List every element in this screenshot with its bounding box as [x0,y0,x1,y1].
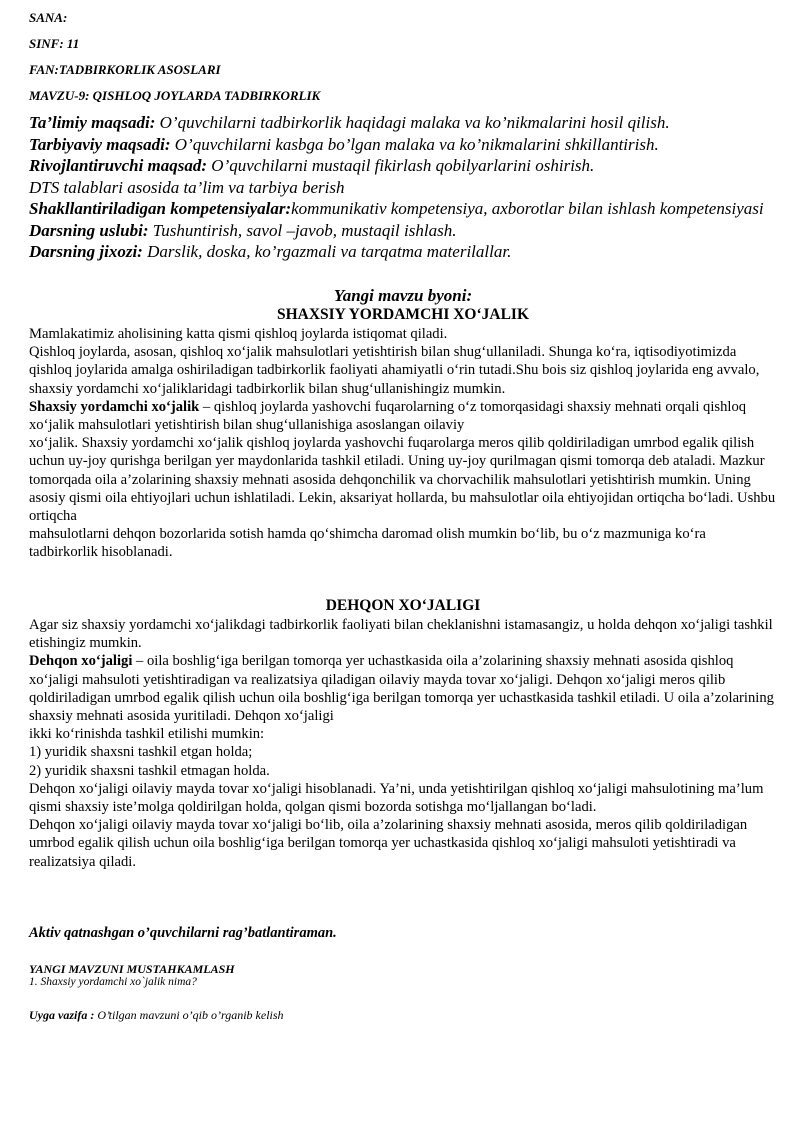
homework-label: Uyga vazifa : [29,1008,95,1022]
topic-label: MAVZU-9: QISHLOQ JOYLARDA TADBIRKORLIK [29,88,321,103]
developmental-goal: Rivojlantiruvchi maqsad: O’quvchilarni mustaqil fikirlash qobilyarlarini oshirish. [29,156,595,175]
paragraph: Shaxsiy yordamchi xo‘jalik – qishloq joylarda yashovchi fuqarolarning o‘z tomorqasidagi shaxsiy mehnati orqali qishloq xo‘jalik mahsulotlari yetishtirish bilan shug‘ullanishiga asoslangan oilaviy [29,398,747,434]
list-item: 1) yuridik shaxsni tashkil etgan holda; [29,744,253,761]
section1-body [29,325,777,562]
class-label: SINF: 11 [29,36,80,51]
new-topic-heading: Yangi mavzu byoni: [333,286,473,305]
date-label: SANA: [29,10,68,25]
paragraph: Qishloq joylarda, asosan, qishloq xo‘jalik mahsulotlari yetishtirish bilan shug‘ullaniladi. Shunga ko‘ra, iqtisodiyotimizda qishloq joylarida amalga oshiriladigan tadbirkorlik faoliyati ahamiyatli o‘rin tutadi.Shu bois siz qishloq joylarida eng avvalo, shaxsiy yordamchi xo‘jaliklaridagi tadbirkorlik bilan shug‘ullanishingiz mumkin. [29,344,760,397]
paragraph: Dehqon xo‘jaligi – oila boshlig‘iga berilgan tomorqa yer uchastkasida oila a’zolarining shaxsiy mehnati asosida qishloq xo‘jaligi mahsuloti yetishtiradigan va realizatsiya qiladigan oilaviy mayda tovar xo‘jaligi. Dehqon xo‘jaligi meros qilib qoldiriladigan umrbod egalik qilish uchun oila boshlig‘iga berilgan tomorqa yer uchastkasida tashkil etiladi. U oila a’zolarining shaxsiy mehnati asosida yuritiladi. Dehqon xo‘jaligi [29,653,774,725]
educational-goal: Ta’limiy maqsadi: O’quvchilarni tadbirkorlik haqidagi malaka va ko’nikmalarini hosil qilish. [29,113,670,132]
objectives-block [29,112,777,263]
paragraph: Mamlakatimiz aholisining katta qismi qishloq joylarda istiqomat qiladi. [29,326,448,342]
lesson-method: Darsning uslubi: Tushuntirish, savol –javob, mustaqil ishlash. [29,220,457,240]
section1-title: SHAXSIY YORDAMCHI XO‘JALIK [276,306,530,323]
list-item: 2) yuridik shaxsni tashkil etmagan holda. [29,762,270,779]
paragraph: Agar siz shaxsiy yordamchi xo‘jalikdagi tadbirkorlik faoliyati bilan cheklanishni istamasangiz, u holda dehqon xo‘jaligi tashkil etishingiz mumkin. [29,617,773,652]
paragraph: Dehqon xo‘jaligi oilaviy mayda tovar xo‘jaligi hisoblanadi. Ya’ni, unda yetishtirilgan qishloq xo‘jaligi mahsulotining ma’lum qismi shaxsiy iste’molga qoldirilgan holda, qolgan qismi bozorda sotishga mo‘ljallangan bo‘ladi. [29,780,764,816]
section2-body [29,616,777,871]
competencies: Shakllantiriladigan kompetensiyalar:kommunikativ kompetensiya, axborotlar bilan ishlash kompetensiyasi [29,199,764,218]
lesson-equipment: Darsning jixozi: Darslik, doska, ko’rgazmali va tarqatma materilallar. [29,242,512,261]
paragraph: mahsulotlarni dehqon bozorlarida sotish hamda qo‘shimcha daromad olish mumkin bo‘lib, bu o‘z mazmuniga ko‘ra tadbirkorlik hisoblanadi. [29,526,706,561]
encourage-line: Aktiv qatnashgan o’quvchilarni rag’batlantiraman. [29,925,337,941]
review-question: 1. Shaxsiy yordamchi xo`jalik nima? [29,976,197,988]
homework-text: O’tilgan mavzuni o’qib o’rganib kelish [94,1008,284,1022]
subject-label: FAN:TADBIRKORLIK ASOSLARI [29,62,221,77]
paragraph: Dehqon xo‘jaligi oilaviy mayda tovar xo‘jaligi bo‘lib, oila a’zolarining shaxsiy mehnati asosida, meros qilib qoldiriladigan umrbod egalik qilish uchun oila boshlig‘iga berilgan tomorqa yer uchastkasida qishloq xo‘jaligi mahsuloti yetishtiradi va realizatsiya qiladi. [29,817,748,870]
dts-line: DTS talablari asosida ta’lim va tarbiya berish [29,177,345,197]
paragraph: xo‘jalik. Shaxsiy yordamchi xo‘jalik qishloq joylarda yashovchi fuqarolarga meros qilib qoldiriladigan umrbod egalik qilish uchun uy-joy qurishga berilgan yer maydonlarida tashkil etiladi. Uning uy-joy qurilmagan qismi tomorqa deb ataladi. Mazkur tomorqada oila a’zolarining shaxsiy mehnati asosida dehqonchilik va chorvachilik mahsulotlari yetishtirish mumkin. Uning asosiy qismi oila ehtiyojlari uchun ishlatiladi. Lekin, aksariyat hollarda, bu mahsulotlar oila ehtiyojidan ortiqcha bo‘ladi. Ushbu ortiqcha [29,435,776,525]
upbringing-goal: Tarbiyaviy maqsadi: O’quvchilarni kasbga bo’lgan malaka va ko’nikmalarini shkillantirish. [29,134,659,154]
section2-title: DEHQON XO‘JALIGI [325,597,481,614]
paragraph: ikki ko‘rinishda tashkil etilishi mumkin: [29,726,265,743]
reinforce-heading: YANGI MAVZUNI MUSTAHKAMLASH [29,962,235,976]
homework-line [29,1008,284,1023]
